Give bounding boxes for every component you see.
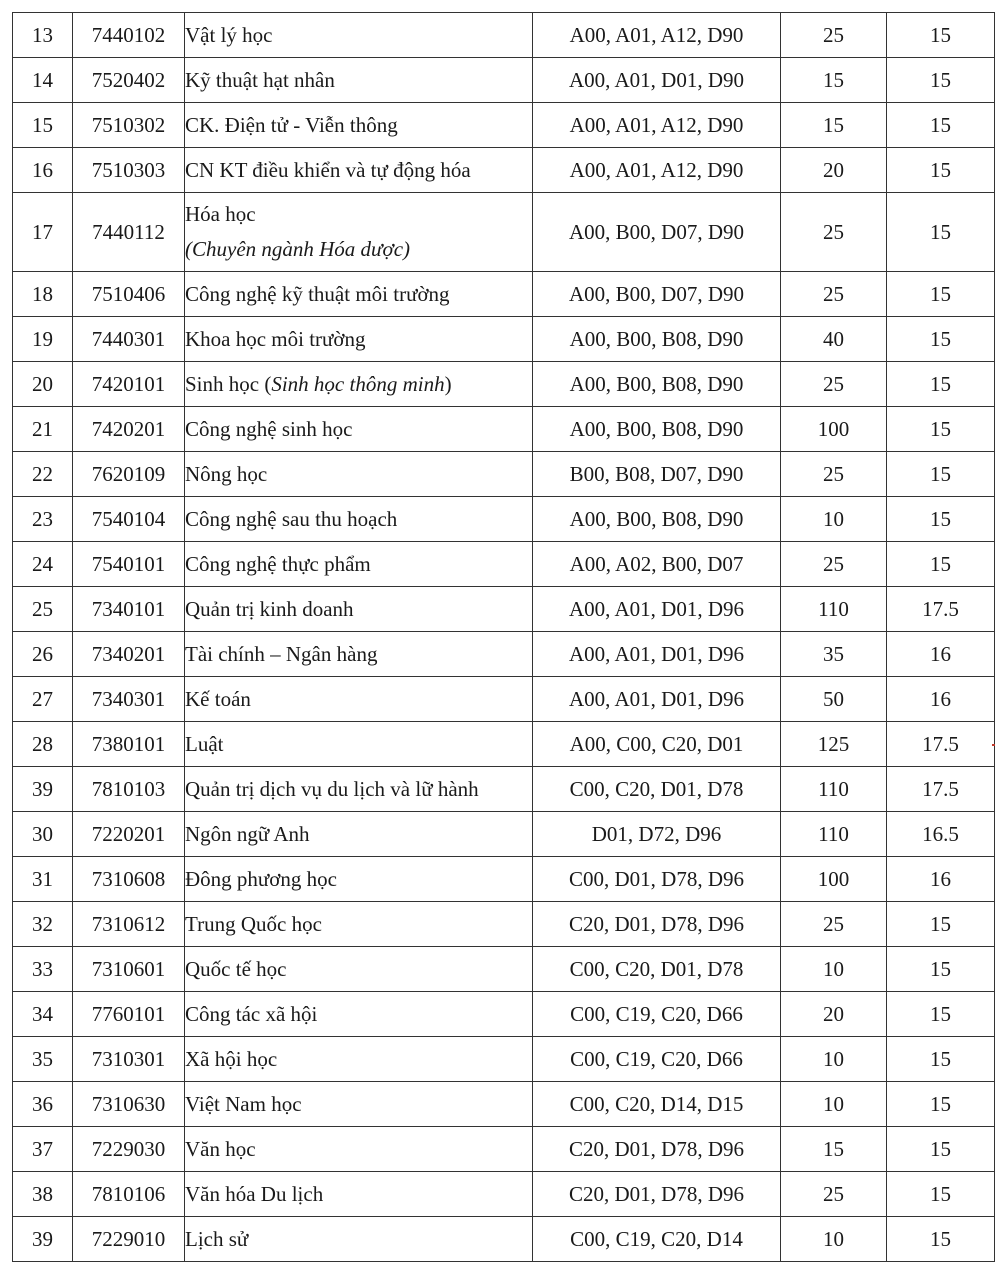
subject-combinations-cell: A00, B00, D07, D90 bbox=[533, 193, 781, 272]
major-code-cell: 7310301 bbox=[73, 1037, 185, 1082]
quota-cell: 10 bbox=[781, 1082, 887, 1127]
min-score-cell: 15 bbox=[887, 947, 995, 992]
major-code-cell: 7440102 bbox=[73, 13, 185, 58]
row-number-cell: 19 bbox=[13, 317, 73, 362]
subject-combinations-cell: A00, B00, B08, D90 bbox=[533, 497, 781, 542]
min-score-cell: 15 bbox=[887, 58, 995, 103]
major-code-cell: 7440112 bbox=[73, 193, 185, 272]
table-row bbox=[13, 1082, 995, 1127]
table-row bbox=[13, 812, 995, 857]
major-name-cell bbox=[185, 902, 533, 947]
major-name-cell bbox=[185, 13, 533, 58]
quota-cell: 50 bbox=[781, 677, 887, 722]
table-row bbox=[13, 58, 995, 103]
quota-cell: 15 bbox=[781, 58, 887, 103]
subject-combinations-cell: C20, D01, D78, D96 bbox=[533, 902, 781, 947]
min-score-cell: 15 bbox=[887, 452, 995, 497]
subject-combinations-cell: C00, C20, D01, D78 bbox=[533, 947, 781, 992]
table-row bbox=[13, 677, 995, 722]
table-row bbox=[13, 947, 995, 992]
major-name-cell bbox=[185, 497, 533, 542]
table-row bbox=[13, 1217, 995, 1262]
table-row bbox=[13, 767, 995, 812]
table-row bbox=[13, 317, 995, 362]
major-name-cell bbox=[185, 1037, 533, 1082]
quota-cell: 10 bbox=[781, 1217, 887, 1262]
major-name-tail: ) bbox=[444, 371, 452, 396]
major-name: Quốc tế học bbox=[185, 956, 287, 981]
table-row bbox=[13, 1172, 995, 1217]
table-row bbox=[13, 407, 995, 452]
major-name: Việt Nam học bbox=[185, 1091, 302, 1116]
quota-cell: 15 bbox=[781, 1127, 887, 1172]
quota-cell: 10 bbox=[781, 1037, 887, 1082]
document-page bbox=[12, 12, 994, 1262]
min-score-cell: 16 bbox=[887, 857, 995, 902]
min-score-cell: 15 bbox=[887, 1037, 995, 1082]
major-name: Đông phương học bbox=[185, 866, 337, 891]
major-name-cell bbox=[185, 767, 533, 812]
major-name: Tài chính – Ngân hàng bbox=[185, 641, 378, 666]
major-name-cell bbox=[185, 812, 533, 857]
major-code-cell: 7420101 bbox=[73, 362, 185, 407]
subject-combinations-cell: C00, C19, C20, D14 bbox=[533, 1217, 781, 1262]
min-score-cell: 15 bbox=[887, 497, 995, 542]
table-row bbox=[13, 13, 995, 58]
subject-combinations-cell: C00, C19, C20, D66 bbox=[533, 992, 781, 1037]
major-name: Công tác xã hội bbox=[185, 1001, 318, 1026]
subject-combinations-cell: C00, C19, C20, D66 bbox=[533, 1037, 781, 1082]
subject-combinations-cell: A00, B00, B08, D90 bbox=[533, 362, 781, 407]
subject-combinations-cell: A00, A01, A12, D90 bbox=[533, 103, 781, 148]
subject-combinations-cell: A00, A01, D01, D96 bbox=[533, 632, 781, 677]
major-name: Công nghệ sau thu hoạch bbox=[185, 506, 398, 531]
table-body bbox=[13, 13, 995, 1262]
major-code-cell: 7620109 bbox=[73, 452, 185, 497]
quota-cell: 25 bbox=[781, 902, 887, 947]
admissions-table bbox=[12, 12, 995, 1262]
major-name-cell bbox=[185, 722, 533, 767]
row-number-cell: 35 bbox=[13, 1037, 73, 1082]
min-score-cell: 16 bbox=[887, 632, 995, 677]
subject-combinations-cell: A00, B00, B08, D90 bbox=[533, 407, 781, 452]
major-name: Văn học bbox=[185, 1136, 256, 1161]
table-row bbox=[13, 272, 995, 317]
major-name bbox=[185, 372, 532, 397]
major-name: Kế toán bbox=[185, 686, 251, 711]
major-name: Quản trị kinh doanh bbox=[185, 596, 354, 621]
major-name: Hóa học bbox=[185, 202, 256, 226]
quota-cell: 110 bbox=[781, 767, 887, 812]
min-score-cell: 15 bbox=[887, 272, 995, 317]
row-number-cell: 17 bbox=[13, 193, 73, 272]
major-code-cell: 7310630 bbox=[73, 1082, 185, 1127]
table-row bbox=[13, 857, 995, 902]
subject-combinations-cell: C20, D01, D78, D96 bbox=[533, 1172, 781, 1217]
major-name-cell bbox=[185, 1127, 533, 1172]
row-number-cell: 31 bbox=[13, 857, 73, 902]
min-score-cell: 15 bbox=[887, 1082, 995, 1127]
min-score-cell: 15 bbox=[887, 148, 995, 193]
major-name: Luật bbox=[185, 731, 224, 756]
min-score-cell: 15 bbox=[887, 902, 995, 947]
major-code-cell: 7420201 bbox=[73, 407, 185, 452]
row-number-cell: 33 bbox=[13, 947, 73, 992]
row-number-cell: 15 bbox=[13, 103, 73, 148]
quota-cell: 10 bbox=[781, 947, 887, 992]
table-row bbox=[13, 148, 995, 193]
quota-cell: 25 bbox=[781, 13, 887, 58]
min-score-cell: 15 bbox=[887, 1172, 995, 1217]
quota-cell: 35 bbox=[781, 632, 887, 677]
min-score-cell: 17.5 bbox=[887, 767, 995, 812]
major-name-cell bbox=[185, 992, 533, 1037]
min-score-cell: 15 bbox=[887, 193, 995, 272]
major-code-cell: 7510303 bbox=[73, 148, 185, 193]
major-specialization: Sinh học thông minh bbox=[271, 371, 445, 396]
major-name-cell bbox=[185, 632, 533, 677]
min-score-cell: 15 bbox=[887, 13, 995, 58]
major-code-cell: 7540104 bbox=[73, 497, 185, 542]
row-number-cell: 21 bbox=[13, 407, 73, 452]
table-row bbox=[13, 632, 995, 677]
row-number-cell: 27 bbox=[13, 677, 73, 722]
subject-combinations-cell: A00, A01, D01, D96 bbox=[533, 677, 781, 722]
major-code-cell: 7340101 bbox=[73, 587, 185, 632]
quota-cell: 25 bbox=[781, 542, 887, 587]
row-number-cell: 23 bbox=[13, 497, 73, 542]
major-name: Văn hóa Du lịch bbox=[185, 1181, 324, 1206]
table-row bbox=[13, 452, 995, 497]
min-score-cell: 15 bbox=[887, 1217, 995, 1262]
major-name: Nông học bbox=[185, 461, 268, 486]
row-number-cell: 37 bbox=[13, 1127, 73, 1172]
table-row bbox=[13, 722, 995, 767]
table-row bbox=[13, 497, 995, 542]
table-row bbox=[13, 992, 995, 1037]
quota-cell: 25 bbox=[781, 362, 887, 407]
row-number-cell: 18 bbox=[13, 272, 73, 317]
major-name-cell bbox=[185, 193, 533, 272]
major-name-cell bbox=[185, 587, 533, 632]
quota-cell: 25 bbox=[781, 1172, 887, 1217]
min-score-cell: 17.5 bbox=[887, 587, 995, 632]
major-name-cell bbox=[185, 272, 533, 317]
major-name-text: Sinh học ( bbox=[185, 371, 272, 396]
major-code-cell: 7229010 bbox=[73, 1217, 185, 1262]
row-number-cell: 16 bbox=[13, 148, 73, 193]
major-code-cell: 7810106 bbox=[73, 1172, 185, 1217]
row-number-cell: 34 bbox=[13, 992, 73, 1037]
row-number-cell: 14 bbox=[13, 58, 73, 103]
major-code-cell: 7310601 bbox=[73, 947, 185, 992]
row-number-cell: 20 bbox=[13, 362, 73, 407]
major-code-cell: 7510406 bbox=[73, 272, 185, 317]
row-number-cell: 30 bbox=[13, 812, 73, 857]
major-code-cell: 7229030 bbox=[73, 1127, 185, 1172]
row-number-cell: 25 bbox=[13, 587, 73, 632]
major-code-cell: 7540101 bbox=[73, 542, 185, 587]
table-row bbox=[13, 193, 995, 272]
major-name-cell bbox=[185, 362, 533, 407]
row-number-cell: 32 bbox=[13, 902, 73, 947]
quota-cell: 40 bbox=[781, 317, 887, 362]
major-name-cell bbox=[185, 542, 533, 587]
major-specialization: (Chuyên ngành Hóa dược) bbox=[185, 237, 411, 261]
table-row bbox=[13, 902, 995, 947]
row-number-cell: 26 bbox=[13, 632, 73, 677]
table-row bbox=[13, 362, 995, 407]
major-name: Khoa học môi trường bbox=[185, 326, 366, 351]
major-name-cell bbox=[185, 677, 533, 722]
quota-cell: 25 bbox=[781, 452, 887, 497]
subject-combinations-cell: A00, A01, D01, D96 bbox=[533, 587, 781, 632]
major-name-cell bbox=[185, 1172, 533, 1217]
table-row bbox=[13, 1127, 995, 1172]
min-score-cell: 15 bbox=[887, 407, 995, 452]
subject-combinations-cell: B00, B08, D07, D90 bbox=[533, 452, 781, 497]
major-name-cell bbox=[185, 148, 533, 193]
major-code-cell: 7520402 bbox=[73, 58, 185, 103]
subject-combinations-cell: A00, A01, A12, D90 bbox=[533, 148, 781, 193]
major-name-cell bbox=[185, 1217, 533, 1262]
min-score-cell: 15 bbox=[887, 103, 995, 148]
major-code-cell: 7380101 bbox=[73, 722, 185, 767]
major-name-cell bbox=[185, 452, 533, 497]
subject-combinations-cell: C20, D01, D78, D96 bbox=[533, 1127, 781, 1172]
major-name: Lịch sử bbox=[185, 1226, 249, 1251]
min-score-cell: 15 bbox=[887, 992, 995, 1037]
row-number-cell: 39 bbox=[13, 767, 73, 812]
major-name: Công nghệ sinh học bbox=[185, 416, 353, 441]
row-number-cell: 28 bbox=[13, 722, 73, 767]
row-number-cell: 13 bbox=[13, 13, 73, 58]
subject-combinations-cell: C00, C20, D01, D78 bbox=[533, 767, 781, 812]
major-code-cell: 7810103 bbox=[73, 767, 185, 812]
row-number-cell: 38 bbox=[13, 1172, 73, 1217]
major-name: Vật lý học bbox=[185, 22, 273, 47]
major-name: Ngôn ngữ Anh bbox=[185, 821, 310, 846]
quota-cell: 100 bbox=[781, 857, 887, 902]
major-name-cell bbox=[185, 407, 533, 452]
major-name-cell bbox=[185, 317, 533, 362]
subject-combinations-cell: A00, B00, B08, D90 bbox=[533, 317, 781, 362]
row-number-cell: 22 bbox=[13, 452, 73, 497]
row-number-cell: 24 bbox=[13, 542, 73, 587]
table-row bbox=[13, 103, 995, 148]
major-code-cell: 7440301 bbox=[73, 317, 185, 362]
min-score-cell: 15 bbox=[887, 1127, 995, 1172]
major-name-cell bbox=[185, 1082, 533, 1127]
subject-combinations-cell: A00, A01, D01, D90 bbox=[533, 58, 781, 103]
quota-cell: 15 bbox=[781, 103, 887, 148]
margin-mark bbox=[992, 744, 995, 746]
quota-cell: 20 bbox=[781, 148, 887, 193]
table-row bbox=[13, 587, 995, 632]
subject-combinations-cell: A00, B00, D07, D90 bbox=[533, 272, 781, 317]
major-name: CK. Điện tử - Viễn thông bbox=[185, 112, 398, 137]
subject-combinations-cell: A00, A02, B00, D07 bbox=[533, 542, 781, 587]
row-number-cell: 36 bbox=[13, 1082, 73, 1127]
major-name: Công nghệ thực phẩm bbox=[185, 551, 371, 576]
quota-cell: 110 bbox=[781, 812, 887, 857]
major-name: Trung Quốc học bbox=[185, 911, 322, 936]
min-score-cell: 17.5 bbox=[887, 722, 995, 767]
subject-combinations-cell: A00, C00, C20, D01 bbox=[533, 722, 781, 767]
major-name-cell bbox=[185, 857, 533, 902]
quota-cell: 25 bbox=[781, 272, 887, 317]
major-name: Xã hội học bbox=[185, 1046, 278, 1071]
subject-combinations-cell: A00, A01, A12, D90 bbox=[533, 13, 781, 58]
min-score-cell: 15 bbox=[887, 542, 995, 587]
subject-combinations-cell: C00, D01, D78, D96 bbox=[533, 857, 781, 902]
row-number-cell: 39 bbox=[13, 1217, 73, 1262]
major-code-cell: 7510302 bbox=[73, 103, 185, 148]
major-name-cell bbox=[185, 58, 533, 103]
quota-cell: 20 bbox=[781, 992, 887, 1037]
subject-combinations-cell: C00, C20, D14, D15 bbox=[533, 1082, 781, 1127]
table-row bbox=[13, 1037, 995, 1082]
quota-cell: 100 bbox=[781, 407, 887, 452]
major-code-cell: 7310608 bbox=[73, 857, 185, 902]
min-score-cell: 16 bbox=[887, 677, 995, 722]
major-code-cell: 7340301 bbox=[73, 677, 185, 722]
min-score-cell: 16.5 bbox=[887, 812, 995, 857]
major-name-cell bbox=[185, 947, 533, 992]
quota-cell: 25 bbox=[781, 193, 887, 272]
major-name: Công nghệ kỹ thuật môi trường bbox=[185, 281, 450, 306]
min-score-cell: 15 bbox=[887, 317, 995, 362]
min-score-cell: 15 bbox=[887, 362, 995, 407]
major-code-cell: 7310612 bbox=[73, 902, 185, 947]
quota-cell: 125 bbox=[781, 722, 887, 767]
major-name: Quản trị dịch vụ du lịch và lữ hành bbox=[185, 776, 479, 801]
subject-combinations-cell: D01, D72, D96 bbox=[533, 812, 781, 857]
quota-cell: 110 bbox=[781, 587, 887, 632]
major-name: CN KT điều khiển và tự động hóa bbox=[185, 157, 471, 182]
major-name-cell bbox=[185, 103, 533, 148]
quota-cell: 10 bbox=[781, 497, 887, 542]
major-code-cell: 7760101 bbox=[73, 992, 185, 1037]
major-name: Kỹ thuật hạt nhân bbox=[185, 67, 335, 92]
major-code-cell: 7220201 bbox=[73, 812, 185, 857]
table-row bbox=[13, 542, 995, 587]
major-code-cell: 7340201 bbox=[73, 632, 185, 677]
